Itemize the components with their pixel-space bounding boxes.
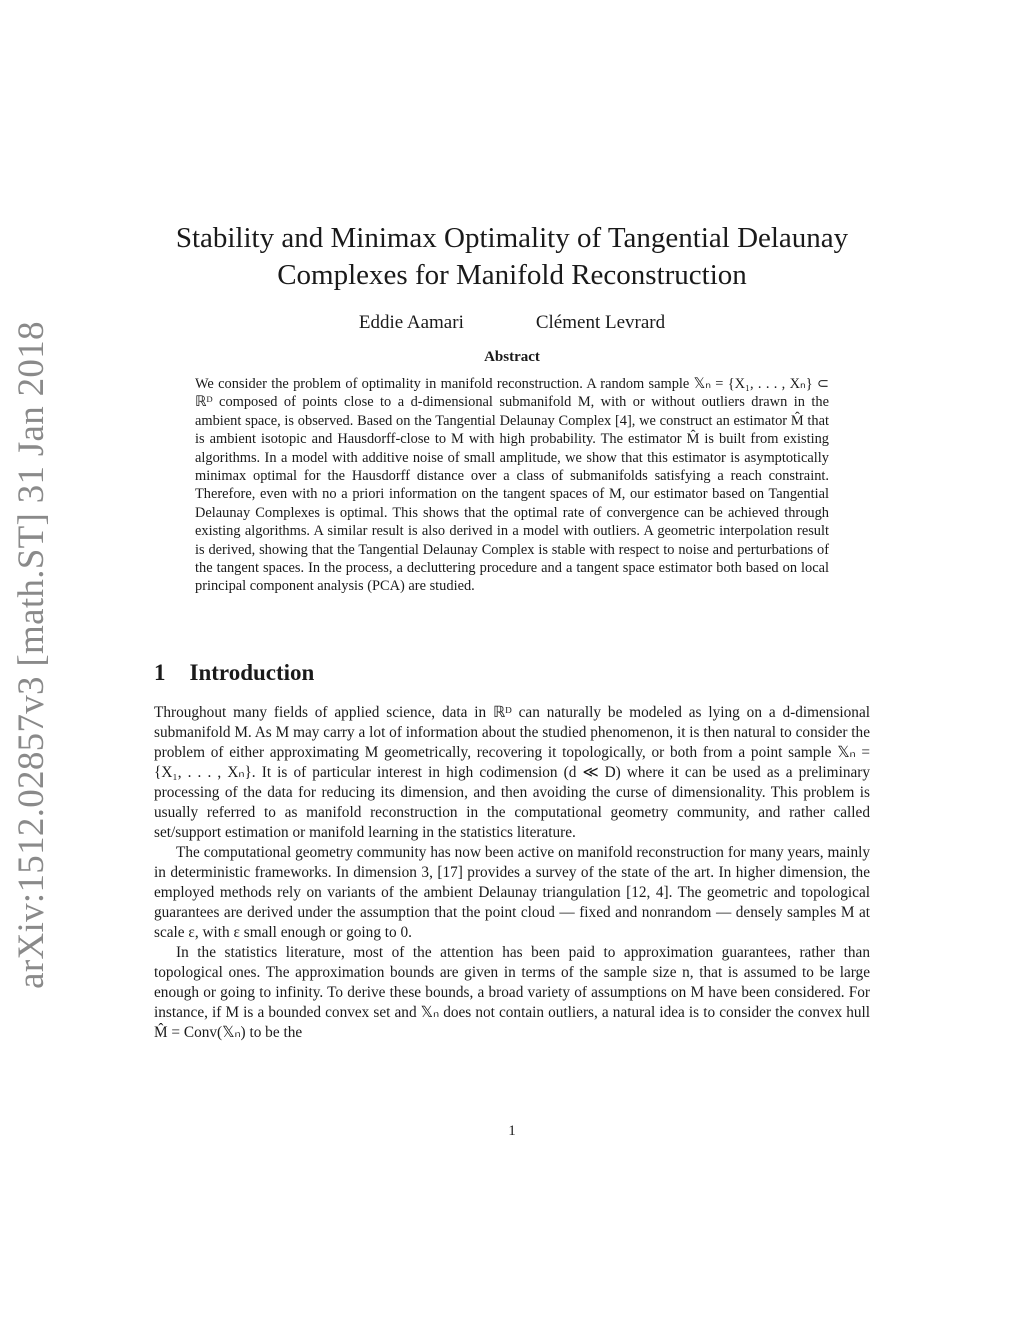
abstract-heading: Abstract bbox=[484, 349, 540, 365]
arxiv-identifier[interactable]: arXiv:1512.02857v3 [math.ST] 31 Jan 2018 bbox=[11, 321, 52, 989]
section-title: Introduction bbox=[189, 660, 315, 685]
author-list bbox=[150, 312, 874, 334]
page-number: 1 bbox=[508, 1123, 516, 1139]
paper-title bbox=[150, 220, 874, 294]
intro-paragraph-2: The computational geometry community has now been active on manifold reconstruction for many years, mainly in deterministic frameworks. In dimension 3, [17] provides a survey of the state of the art. In higher dimension, the employed methods rely on variants of the ambient Delaunay triangulation [12, 4]. The geometric and topological guarantees are derived under the assumption that the point cloud — fixed and nonrandom — densely samples M at scale ε, with ε small enough or going to 0. bbox=[154, 844, 870, 941]
abstract-text: We consider the problem of optimality in manifold reconstruction. A random sample 𝕏ₙ = {X₁, . . . , Xₙ} ⊂ ℝᴰ composed of points close to a d-dimensional submanifold M, with or without outliers drawn in the ambient space, is observed. Based on the Tangential Delaunay Complex [4], we construct an estimator M̂ that is ambient isotopic and Hausdorff-close to M with high probability. The estimator M̂ is built from existing algorithms. In a model with additive noise of small amplitude, we show that this estimator is asymptotically minimax optimal for the Hausdorff distance over a class of submanifolds satisfying a reach constraint. Therefore, even with no a priori information on the tangent spaces of M, our estimator based on Tangential Delaunay Complexes is optimal. This shows that the optimal rate of convergence can be achieved through existing algorithms. A similar result is also derived in a model with outliers. A geometric interpolation result is derived, showing that the Tangential Delaunay Complex is stable with respect to noise and perturbations of the tangent spaces. In the process, a decluttering procedure and a tangent space estimator both based on local principal component analysis (PCA) are studied. bbox=[195, 376, 829, 595]
author-2: Clément Levrard bbox=[535, 312, 666, 333]
introduction-body bbox=[154, 703, 870, 1043]
title-line-1: Stability and Minimax Optimality of Tangential Delaunay bbox=[175, 222, 849, 254]
intro-paragraph-1: Throughout many fields of applied science, data in ℝᴰ can naturally be modeled as lying on a d-dimensional submanifold M. As M may carry a lot of information about the studied phenomenon, it is then natural to consider the problem of either approximating M geometrically, recovering it topologically, or both from a point sample 𝕏ₙ = {X₁, . . . , Xₙ}. It is of particular interest in high codimension (d ≪ D) where it can be used as a preliminary processing of the data for reducing its dimension, and then avoiding the curse of dimensionality. This problem is usually referred to as manifold reconstruction in the computational geometry community, and rather called set/support estimation or manifold learning in the statistics literature. bbox=[154, 704, 870, 841]
section-number: 1 bbox=[154, 660, 166, 685]
section-heading-introduction bbox=[154, 660, 314, 686]
title-line-2: Complexes for Manifold Reconstruction bbox=[277, 259, 747, 291]
author-1: Eddie Aamari bbox=[358, 312, 464, 333]
intro-paragraph-3: In the statistics literature, most of the attention has been paid to approximation guarantees, rather than topological ones. The approximation bounds are given in terms of the sample size n, that is assumed to be large enough or going to infinity. To derive these bounds, a broad variety of assumptions on M have been considered. For instance, if M is a bounded convex set and 𝕏ₙ does not contain outliers, a natural idea is to consider the convex hull M̂ = Conv(𝕏ₙ) to be the bbox=[154, 944, 870, 1041]
